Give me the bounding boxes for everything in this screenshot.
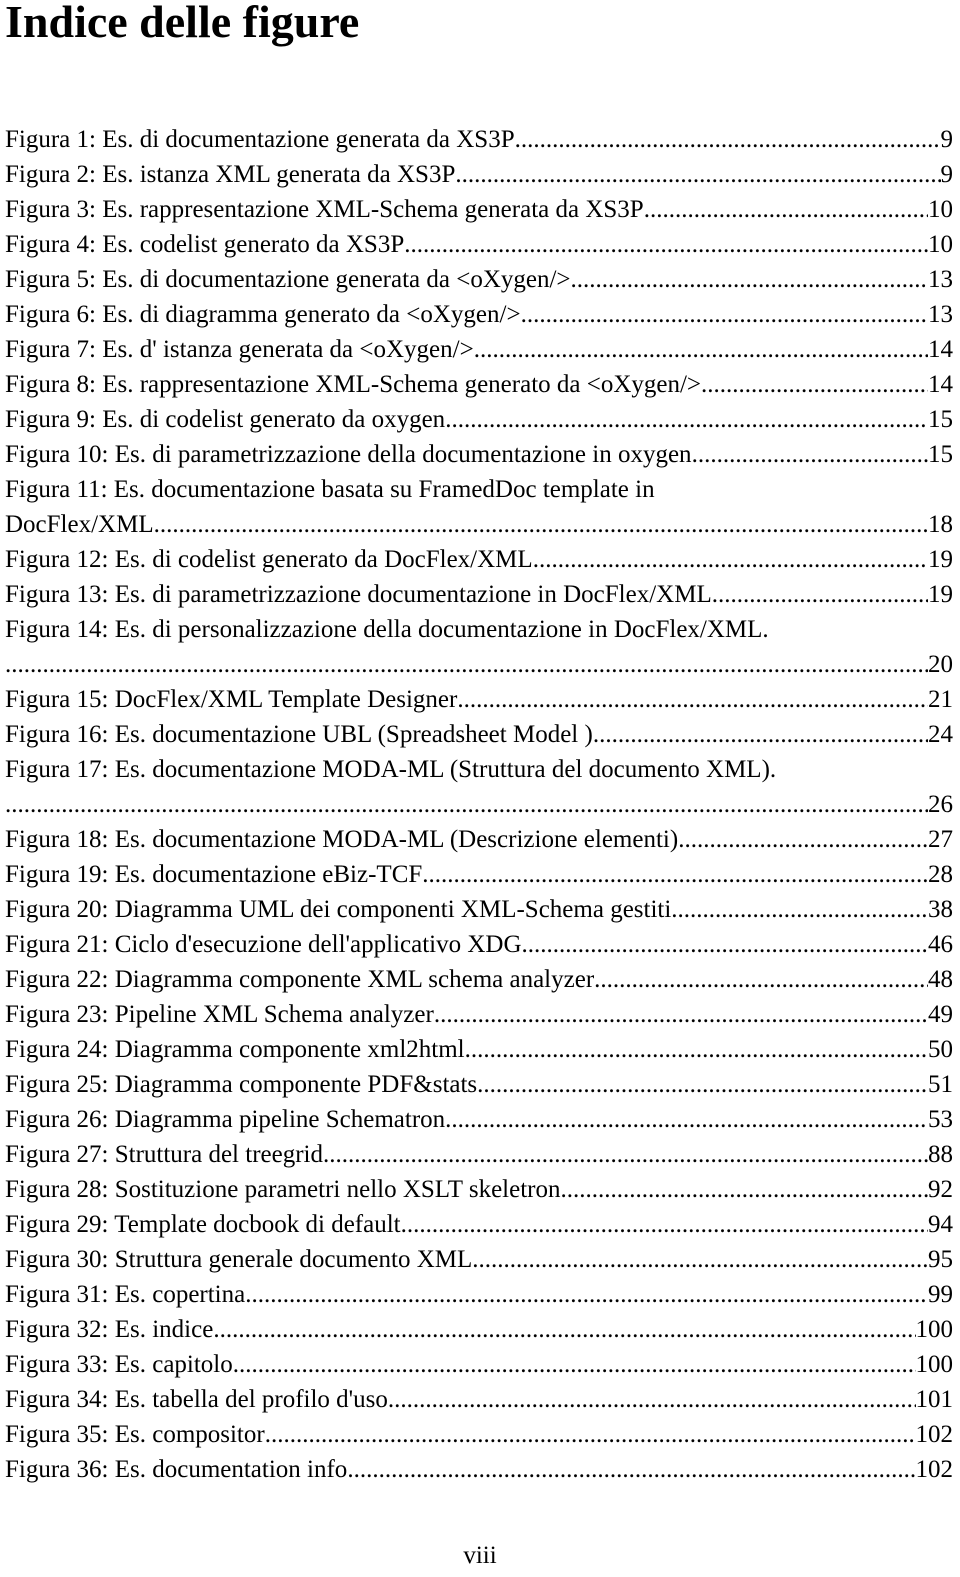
page-number: viii [463, 1542, 497, 1569]
toc-entry[interactable] [5, 1347, 953, 1382]
entry-label: Figura 15: DocFlex/XML Template Designer [5, 686, 458, 713]
toc-entry[interactable] [5, 297, 953, 332]
entry-page: 46 [928, 931, 953, 958]
entry-label: Figura 28: Sostituzione parametri nello XSLT skeletron [5, 1176, 561, 1203]
dot-leader [701, 367, 928, 402]
toc-entry[interactable] [5, 997, 953, 1032]
toc-entry[interactable] [5, 367, 953, 402]
toc-entry[interactable] [5, 1417, 953, 1452]
figure-index-list [5, 122, 953, 1487]
page-heading: Indice delle figure [5, 0, 360, 47]
entry-label: Figura 21: Ciclo d'esecuzione dell'applicativo XDG [5, 931, 522, 958]
toc-entry[interactable] [5, 1032, 953, 1067]
entry-label: Figura 1: Es. di documentazione generata da XS3P [5, 126, 515, 153]
toc-entry[interactable] [5, 1452, 953, 1487]
toc-entry-continuation[interactable] [5, 787, 953, 822]
entry-page: 10 [928, 196, 953, 223]
entry-page: 102 [915, 1456, 953, 1483]
entry-label: Figura 13: Es. di parametrizzazione documentazione in DocFlex/XML. [5, 581, 718, 608]
entry-label: Figura 8: Es. rappresentazione XML-Schema generato da <oXygen/> [5, 371, 702, 398]
entry-label: Figura 19: Es. documentazione eBiz-TCF [5, 861, 423, 888]
toc-entry[interactable] [5, 1242, 953, 1277]
toc-entry[interactable] [5, 962, 953, 997]
entry-page: 50 [928, 1036, 953, 1063]
entry-label: Figura 32: Es. indice [5, 1316, 214, 1343]
entry-page: 18 [928, 511, 953, 538]
entry-page: 51 [928, 1071, 953, 1098]
dot-leader [347, 1452, 915, 1487]
entry-label: Figura 29: Template docbook di default [5, 1211, 401, 1238]
toc-entry[interactable] [5, 857, 953, 892]
dot-leader [474, 332, 928, 367]
entry-page: 48 [928, 966, 953, 993]
entry-page: 9 [940, 126, 953, 153]
toc-entry[interactable] [5, 1207, 953, 1242]
toc-entry[interactable] [5, 157, 953, 192]
toc-entry[interactable] [5, 752, 953, 787]
entry-label: DocFlex/XML [5, 511, 154, 538]
entry-label: Figura 10: Es. di parametrizzazione della documentazione in oxygen [5, 441, 692, 468]
dot-leader [560, 1172, 928, 1207]
dot-leader [445, 1102, 928, 1137]
dot-leader [323, 1137, 928, 1172]
entry-page: 19 [928, 546, 953, 573]
entry-page: 95 [928, 1246, 953, 1273]
dot-leader [434, 997, 928, 1032]
entry-page: 53 [928, 1106, 953, 1133]
entry-label: Figura 11: Es. documentazione basata su FramedDoc template in [5, 476, 655, 503]
entry-label: Figura 20: Diagramma UML dei componenti XML-Schema gestiti [5, 896, 672, 923]
dot-leader [465, 1032, 928, 1067]
toc-entry[interactable] [5, 927, 953, 962]
entry-label: Figura 23: Pipeline XML Schema analyzer [5, 1001, 434, 1028]
dot-leader [5, 647, 928, 682]
entry-label: Figura 5: Es. di documentazione generata da <oXygen/> [5, 266, 571, 293]
dot-leader [671, 892, 928, 927]
entry-page: 26 [928, 791, 953, 818]
dot-leader [515, 122, 941, 157]
entry-label: Figura 9: Es. di codelist generato da oxygen [5, 406, 446, 433]
entry-page: 20 [928, 651, 953, 678]
entry-label: Figura 31: Es. copertina [5, 1281, 246, 1308]
entry-page: 88 [928, 1141, 953, 1168]
entry-label: Figura 7: Es. d' istanza generata da <oXygen/> [5, 336, 474, 363]
entry-page: 13 [928, 301, 953, 328]
entry-label: Figura 27: Struttura del treegrid [5, 1141, 323, 1168]
toc-entry[interactable] [5, 437, 953, 472]
toc-entry[interactable] [5, 542, 953, 577]
toc-entry[interactable] [5, 1277, 953, 1312]
toc-entry[interactable] [5, 1312, 953, 1347]
entry-page: 13 [928, 266, 953, 293]
entry-label: Figura 24: Diagramma componente xml2html [5, 1036, 465, 1063]
entry-label: Figura 25: Diagramma componente PDF&stats [5, 1071, 478, 1098]
dot-leader [213, 1312, 915, 1347]
dot-leader [422, 857, 928, 892]
dot-leader [594, 962, 928, 997]
dot-leader [154, 507, 928, 542]
entry-label: Figura 4: Es. codelist generato da XS3P [5, 231, 405, 258]
dot-leader [457, 682, 928, 717]
entry-page: 10 [928, 231, 953, 258]
toc-entry[interactable] [5, 1172, 953, 1207]
toc-entry-continuation[interactable] [5, 647, 953, 682]
toc-entry[interactable] [5, 612, 953, 647]
entry-page: 100 [915, 1351, 953, 1378]
entry-page: 27 [928, 826, 953, 853]
dot-leader [472, 1242, 928, 1277]
entry-page: 28 [928, 861, 953, 888]
dot-leader [404, 227, 928, 262]
dot-leader [388, 1382, 916, 1417]
toc-entry[interactable] [5, 402, 953, 437]
entry-page: 15 [928, 441, 953, 468]
entry-page: 100 [915, 1316, 953, 1343]
entry-page: 15 [928, 406, 953, 433]
entry-page: 14 [928, 336, 953, 363]
entry-page: 24 [928, 721, 953, 748]
dot-leader [593, 717, 928, 752]
entry-label: Figura 16: Es. documentazione UBL (Spreadsheet Model ) [5, 721, 593, 748]
toc-entry[interactable] [5, 262, 953, 297]
entry-page: 49 [928, 1001, 953, 1028]
entry-page: 92 [928, 1176, 953, 1203]
toc-entry[interactable] [5, 332, 953, 367]
entry-page: 38 [928, 896, 953, 923]
dot-leader [571, 262, 928, 297]
entry-page: 102 [915, 1421, 953, 1448]
dot-leader [692, 437, 928, 472]
entry-label: Figura 30: Struttura generale documento XML [5, 1246, 473, 1273]
dot-leader [718, 577, 928, 612]
dot-leader [445, 402, 928, 437]
toc-entry[interactable] [5, 682, 953, 717]
entry-page: 14 [928, 371, 953, 398]
entry-label: Figura 26: Diagramma pipeline Schematron [5, 1106, 446, 1133]
entry-page: 101 [915, 1386, 953, 1413]
entry-label: Figura 14: Es. di personalizzazione della documentazione in DocFlex/XML. [5, 616, 769, 643]
dot-leader [533, 542, 928, 577]
toc-entry-continuation[interactable] [5, 507, 953, 542]
dot-leader [265, 1417, 916, 1452]
toc-entry[interactable] [5, 577, 953, 612]
toc-entry[interactable] [5, 192, 953, 227]
dot-leader [233, 1347, 916, 1382]
dot-leader [678, 822, 928, 857]
entry-page: 21 [928, 686, 953, 713]
toc-entry[interactable] [5, 1067, 953, 1102]
dot-leader [5, 787, 928, 822]
entry-label: Figura 3: Es. rappresentazione XML-Schema generata da XS3P [5, 196, 644, 223]
entry-page: 94 [928, 1211, 953, 1238]
toc-entry[interactable] [5, 472, 953, 507]
entry-label: Figura 12: Es. di codelist generato da DocFlex/XML [5, 546, 533, 573]
dot-leader [245, 1277, 928, 1312]
dot-leader [521, 297, 928, 332]
toc-entry[interactable] [5, 1137, 953, 1172]
toc-entry[interactable] [5, 717, 953, 752]
entry-label: Figura 22: Diagramma componente XML schema analyzer [5, 966, 595, 993]
entry-label: Figura 6: Es. di diagramma generato da <oXygen/> [5, 301, 521, 328]
entry-label: Figura 18: Es. documentazione MODA-ML (Descrizione elementi) [5, 826, 679, 853]
entry-label: Figura 17: Es. documentazione MODA-ML (Struttura del documento XML). [5, 756, 777, 783]
toc-entry[interactable] [5, 122, 953, 157]
dot-leader [455, 157, 940, 192]
entry-label: Figura 33: Es. capitolo [5, 1351, 233, 1378]
entry-label: Figura 36: Es. documentation info [5, 1456, 348, 1483]
toc-entry[interactable] [5, 822, 953, 857]
dot-leader [522, 927, 928, 962]
entry-label: Figura 34: Es. tabella del profilo d'uso [5, 1386, 388, 1413]
dot-leader [401, 1207, 928, 1242]
entry-page: 99 [928, 1281, 953, 1308]
entry-page: 19 [928, 581, 953, 608]
entry-page: 9 [940, 161, 953, 188]
toc-entry[interactable] [5, 892, 953, 927]
toc-entry[interactable] [5, 1102, 953, 1137]
entry-label: Figura 2: Es. istanza XML generata da XS3P [5, 161, 456, 188]
entry-label: Figura 35: Es. compositor [5, 1421, 265, 1448]
toc-entry[interactable] [5, 1382, 953, 1417]
dot-leader [477, 1067, 928, 1102]
dot-leader [644, 192, 928, 227]
toc-entry[interactable] [5, 227, 953, 262]
